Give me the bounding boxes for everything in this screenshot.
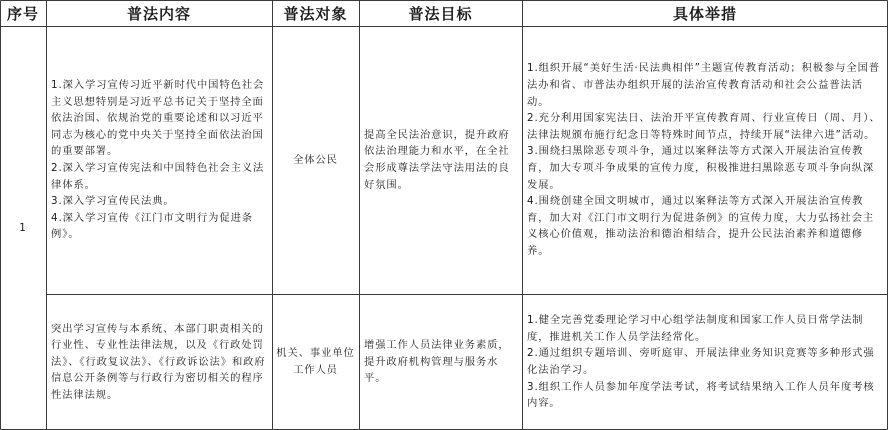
measure-item: 1.组织开展“美好生活·民法典相伴”主题宣传教育活动；积极参与全国普法办和省、市普法办组织开展的法治宣传教育活动和社会公益普法活动。 [527,62,880,108]
header-content: 普法内容 [126,4,191,23]
header-seq: 序号 [6,4,39,23]
target-text-2: 机关、事业单位工作人员 [276,347,355,376]
header-goal: 普法目标 [408,4,473,23]
table-row-2-content [46,294,272,430]
table-row-1-content [46,26,272,294]
content-text-2: 突出学习宣传与本系统、本部门职责相关的行业性、专业性法律法规，以及《行政处罚法》、《行政复议法》、《行政诉讼法》和政府信息公开条例等与行政行为密切相关的程序性法律法规。 [51,322,266,401]
table-row-2-goal [359,294,522,430]
row-seq-number: 1 [19,221,27,234]
table-row-1-target [272,26,359,294]
measure-item: 2.充分利用国家宪法日、法治开平宣传教育周、行业宣传日（周、月）、法律法规颁布施行纪念日等特殊时间节点，持续开展“法律六进”活动。 [527,112,881,141]
goal-text-2: 增强工作人员法律业务素质，提升政府机构管理与服务水平。 [364,339,510,385]
table-row-1-measures [522,26,888,294]
goal-text-1: 提高全民法治意识，提升政府依法治理能力和水平，在全社会形成尊法学法守法用法的良好氛围。 [364,128,510,191]
table-row-2-measures [522,294,888,430]
table-row-1-goal [359,26,522,294]
content-text-1: 1.深入学习宣传习近平新时代中国特色社会主义思想特别是习近平总书记关于坚持全面依法治国、依规治党的重要论述和以习近平同志为核心的党中央关于坚持全面依法治国的重要部署。 2.深入学习宣传宪法和中国特色社会主义法律体系。 3.深入学习宣传民法典。 4.深入学习宣传《江门市文明行为促进条例》。 [51,79,265,241]
measure-item: 3.围绕扫黑除恶专项斗争，通过以案释法等方式深入开展法治宣传教育，加大专项斗争成果的宣传力度，积极推进扫黑除恶专项斗争向纵深发展。 [527,145,875,191]
measure-item: 1.健全完善党委理论学习中心组学法制度和国家工作人员日常学法制度，推进机关工作人员学法经常化。 [527,314,864,343]
measure-item: 2.通过组织专题培训、旁听庭审、开展法律业务知识竞赛等多种形式强化法治学习。 [527,347,875,376]
header-measures: 具体举措 [672,4,737,23]
measure-item: 4.围绕创建全国文明城市，通过以案释法等方式深入开展法治宣传教育，加大对《江门市文明行为促进条例》的宣传力度，大力弘扬社会主义核心价值观，推动法治和德治相结合，提升公民法治素养和道德修养。 [527,195,875,257]
header-target: 普法对象 [283,4,348,23]
target-text-1: 全体公民 [293,153,338,166]
measure-item: 3.组织工作人员参加年度学法考试，将考试结果纳入工作人员年度考核内容。 [527,380,875,410]
table-row-2-target [272,294,359,430]
